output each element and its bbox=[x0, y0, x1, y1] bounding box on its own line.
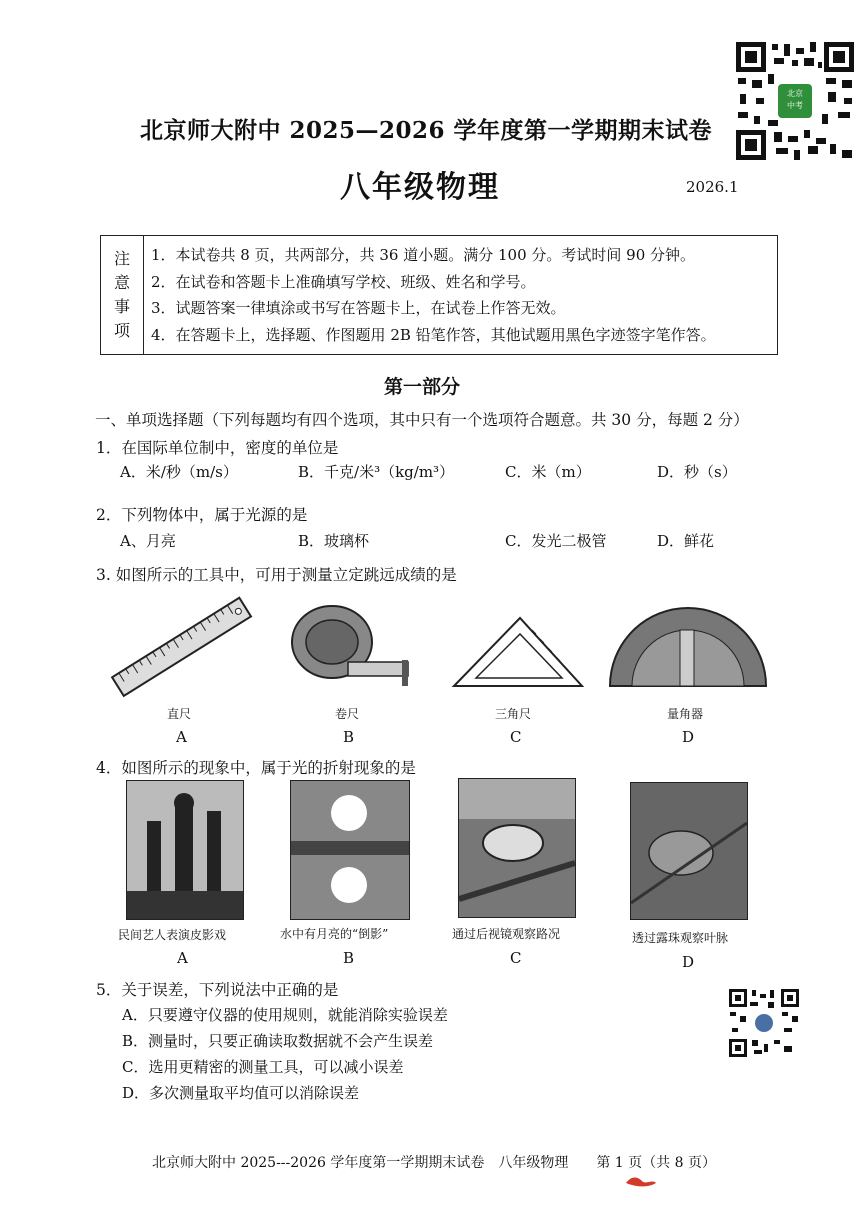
question-1-stem: 1．在国际单位制中，密度的单位是 bbox=[96, 439, 339, 457]
question-4-letter-b[interactable]: B bbox=[343, 949, 355, 967]
question-4-letter-c[interactable]: C bbox=[510, 949, 522, 967]
qr-badge-label: 北京 中考 bbox=[787, 89, 803, 110]
question-2-option-b[interactable]: B．玻璃杯 bbox=[298, 532, 370, 550]
notice-label-char: 注 bbox=[113, 249, 130, 268]
question-1-option-a[interactable]: A．米/秒（m/s） bbox=[120, 463, 238, 481]
question-3-caption-a: 直尺 bbox=[167, 707, 192, 721]
qr-code-bottom[interactable] bbox=[728, 988, 800, 1058]
question-3-caption-b: 卷尺 bbox=[335, 707, 360, 721]
shadow-puppet-photo bbox=[126, 780, 244, 920]
notice-item: 2．在试卷和答题卡上准确填写学校、班级、姓名和学号。 bbox=[151, 272, 536, 291]
question-2-option-d[interactable]: D．鲜花 bbox=[657, 532, 715, 550]
set-square-image bbox=[450, 612, 586, 692]
question-1-option-b[interactable]: B．千克/米³（kg/m³） bbox=[298, 463, 455, 481]
question-4-caption-b: 水中有月亮的“倒影” bbox=[280, 927, 389, 941]
tape-measure-image bbox=[284, 600, 414, 696]
notice-item: 3．试题答案一律填涂或书写在答题卡上，在试卷上作答无效。 bbox=[151, 299, 566, 317]
notice-items bbox=[151, 242, 773, 348]
question-3-caption-d: 量角器 bbox=[667, 707, 704, 721]
question-1-option-c[interactable]: C．米（m） bbox=[505, 463, 591, 481]
protractor-image bbox=[606, 600, 770, 692]
question-2-option-a[interactable]: A、月亮 bbox=[120, 532, 176, 550]
notice-item: 4．在答题卡上，选择题、作图题用 2B 铅笔作答，其他试题用黑色字迹签字笔作答。 bbox=[151, 325, 716, 344]
question-5-option-b[interactable]: B．测量时，只要正确读取数据就不会产生误差 bbox=[122, 1032, 434, 1050]
dewdrop-leaf-photo bbox=[630, 782, 748, 920]
question-3-letter-a[interactable]: A bbox=[176, 728, 187, 746]
question-5-stem: 5．关于误差，下列说法中正确的是 bbox=[96, 981, 339, 999]
qr-code-top[interactable] bbox=[734, 40, 856, 162]
question-4-caption-c: 通过后视镜观察路况 bbox=[452, 927, 561, 941]
red-ink-mark bbox=[624, 1173, 658, 1189]
question-2-option-c[interactable]: C．发光二极管 bbox=[505, 532, 607, 550]
notice-item: 1．本试卷共 8 页，共两部分，共 36 道小题。满分 100 分。考试时间 90 分钟。 bbox=[151, 246, 696, 264]
exam-title: 北京师大附中 2025—2026 学年度第一学期期末试卷 bbox=[140, 117, 713, 144]
question-5-option-c[interactable]: C．选用更精密的测量工具，可以减小误差 bbox=[122, 1058, 404, 1076]
question-2-stem: 2．下列物体中，属于光源的是 bbox=[96, 506, 308, 524]
question-4-caption-d: 透过露珠观察叶脉 bbox=[632, 931, 729, 945]
notice-label-char: 意 bbox=[113, 273, 130, 292]
question-5-option-d[interactable]: D．多次测量取平均值可以消除误差 bbox=[122, 1084, 360, 1102]
question-4-caption-a: 民间艺人表演皮影戏 bbox=[118, 928, 227, 942]
question-3-letter-d[interactable]: D bbox=[682, 728, 695, 746]
moon-reflection-photo bbox=[290, 780, 410, 920]
page-footer: 北京师大附中 2025---2026 学年度第一学期期末试卷 八年级物理 第 1 页（共 8 页） bbox=[152, 1155, 716, 1171]
notice-label-char: 事 bbox=[113, 297, 130, 316]
question-3-letter-c[interactable]: C bbox=[510, 728, 522, 746]
question-4-stem: 4．如图所示的现象中，属于光的折射现象的是 bbox=[96, 759, 416, 777]
rearview-mirror-photo bbox=[458, 778, 576, 918]
question-3-caption-c: 三角尺 bbox=[495, 707, 532, 721]
question-4-letter-d[interactable]: D bbox=[682, 953, 695, 971]
notice-label-char: 项 bbox=[113, 321, 130, 340]
exam-subtitle: 八年级物理 bbox=[340, 170, 500, 205]
notice-label bbox=[101, 236, 144, 354]
straight-ruler-image bbox=[108, 592, 254, 700]
question-3-letter-b[interactable]: B bbox=[343, 728, 355, 746]
section-heading: 一、单项选择题（下列每题均有四个选项，其中只有一个选项符合题意。共 30 分，每题 2 分） bbox=[95, 411, 749, 429]
exam-date: 2026.1 bbox=[686, 178, 739, 196]
question-1-option-d[interactable]: D．秒（s） bbox=[657, 463, 737, 481]
question-3-stem: 3. 如图所示的工具中，可用于测量立定跳远成绩的是 bbox=[96, 566, 457, 584]
notice-box bbox=[100, 235, 778, 355]
part-title: 第一部分 bbox=[384, 376, 461, 398]
question-5-option-a[interactable]: A．只要遵守仪器的使用规则，就能消除实验误差 bbox=[122, 1006, 448, 1024]
question-4-letter-a[interactable]: A bbox=[177, 949, 188, 967]
